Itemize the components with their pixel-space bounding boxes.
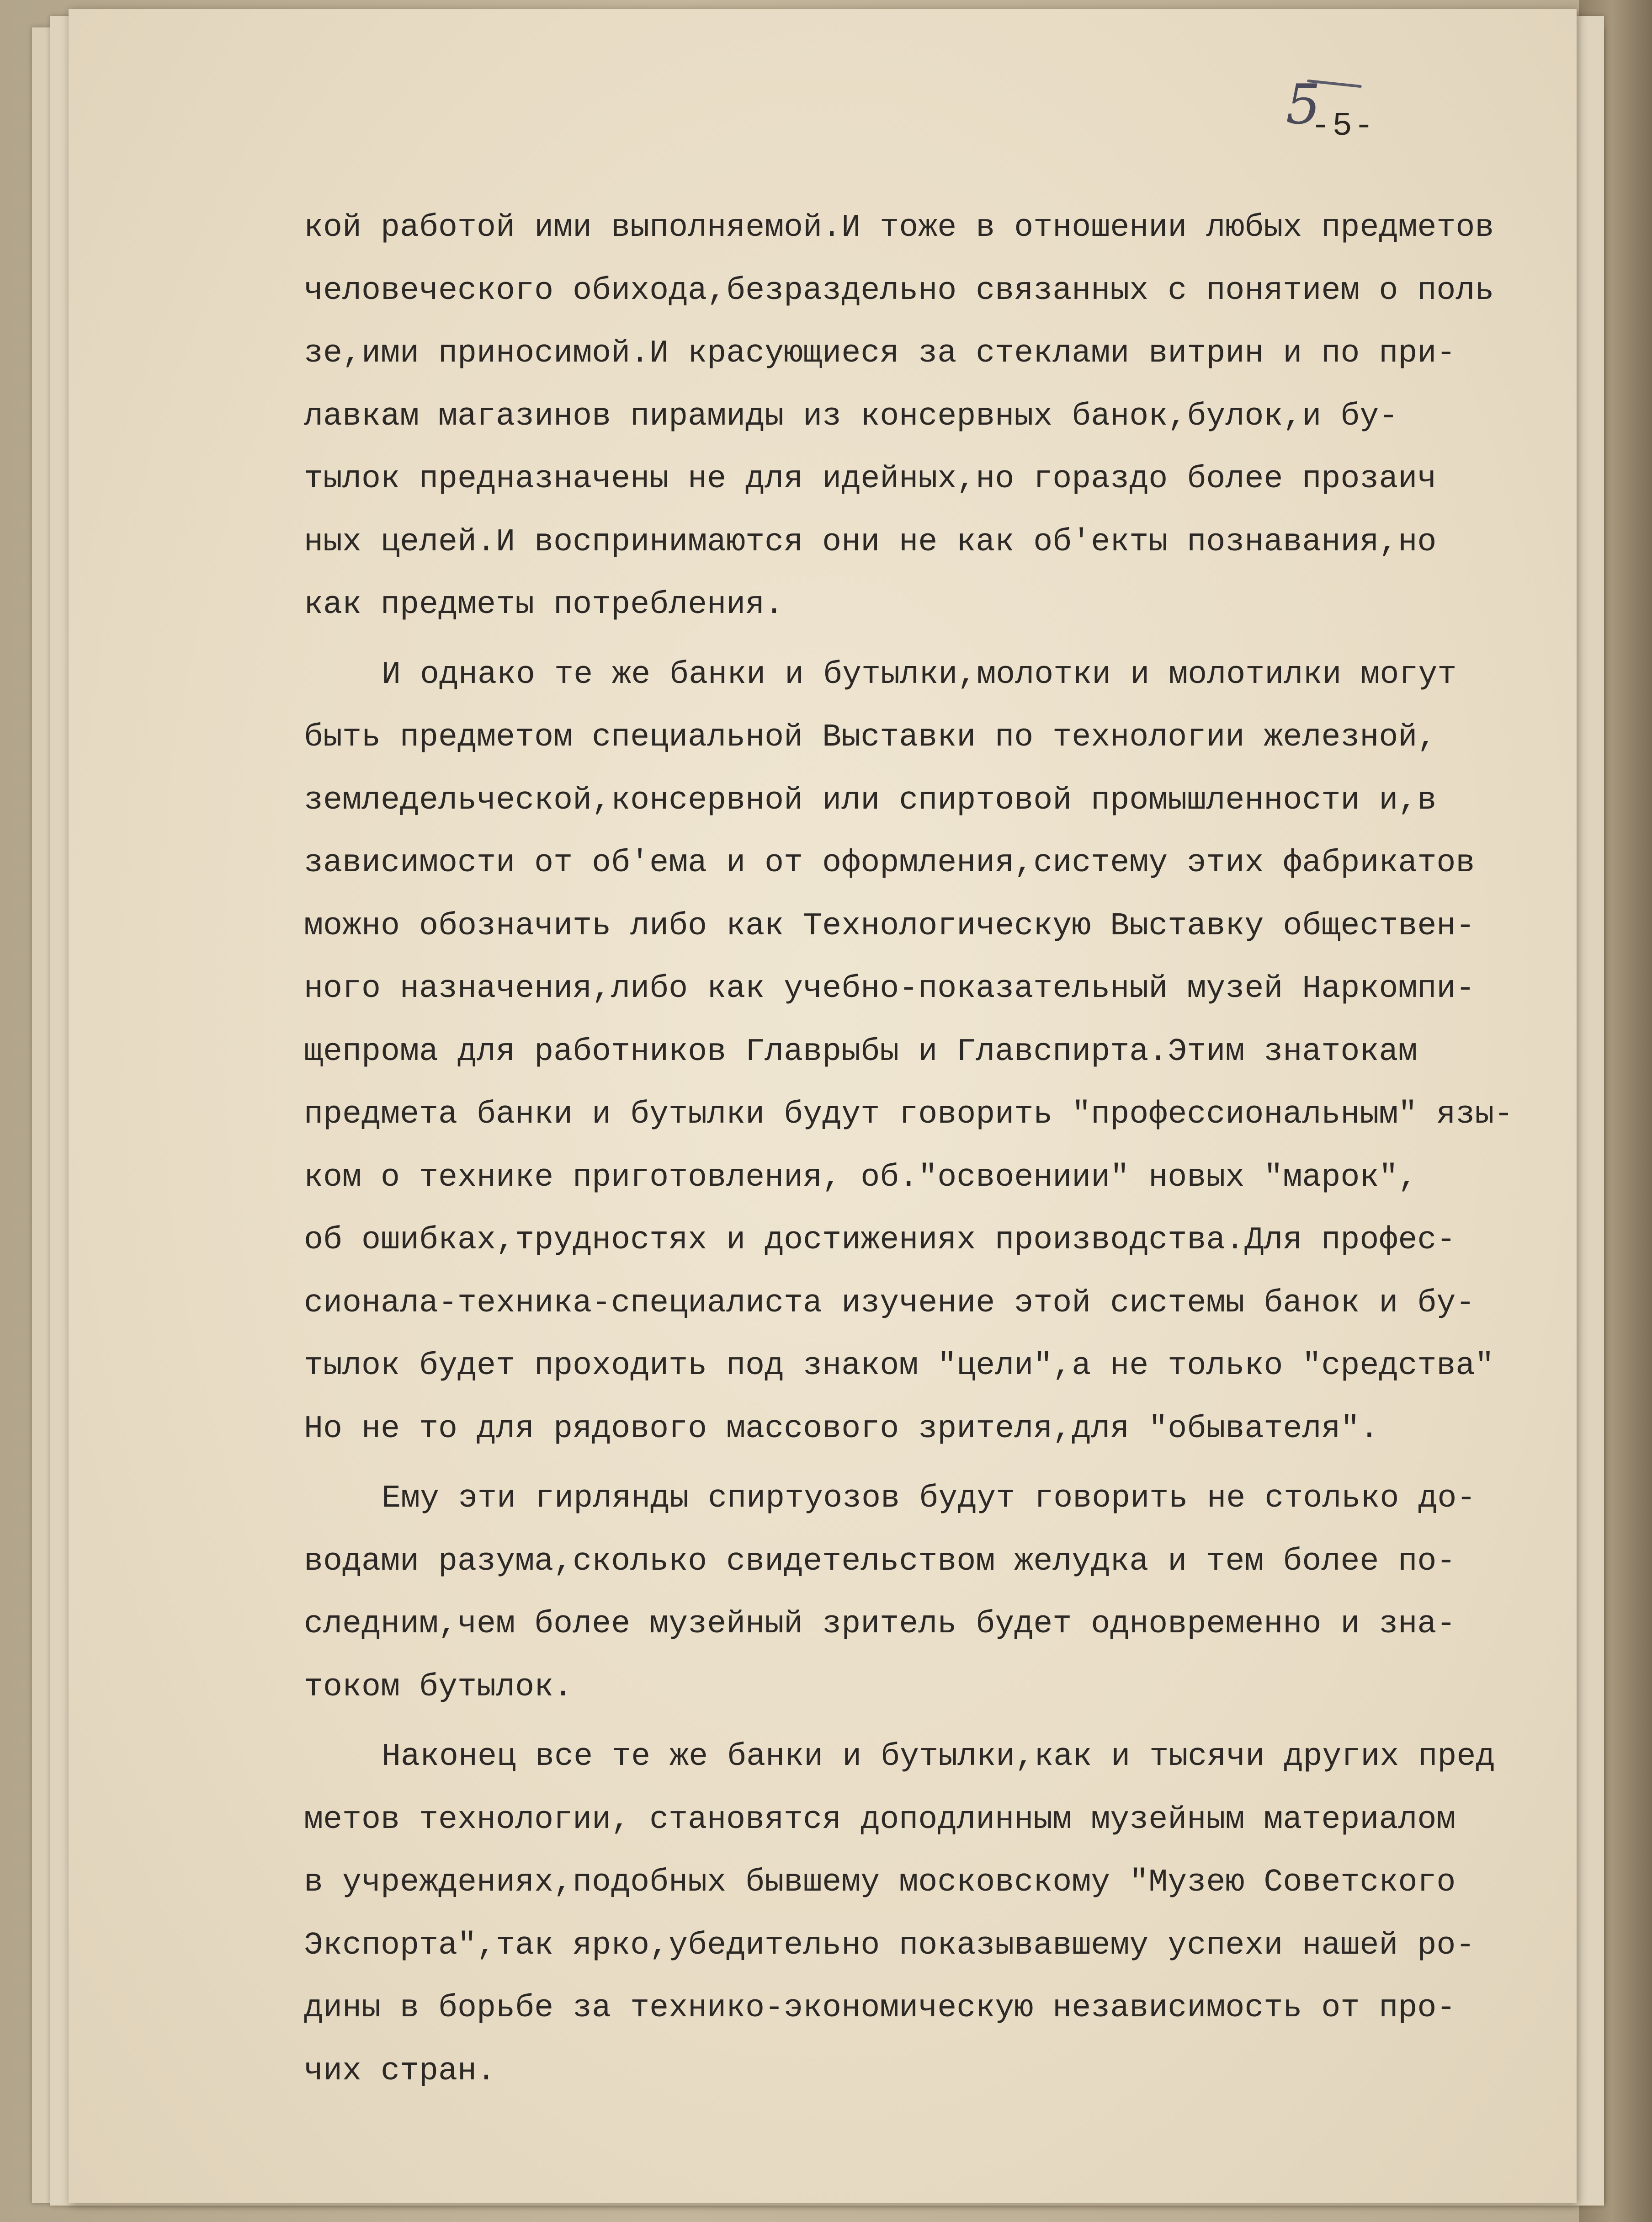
text-line: зависимости от об'ема и от оформления,систему этих фабрикатов [304,845,1475,881]
text-line: Экспорта",так ярко,убедительно показывавшему успехи нашей ро- [304,1927,1475,1964]
text-line: ных целей.И воспринимаются они не как об'екты познавания,но [304,524,1437,560]
text-line: током бутылок. [304,1669,573,1705]
text-line: как предметы потребления. [304,587,784,623]
text-line: можно обозначить либо как Технологическую Выставку обществен- [304,908,1475,944]
text-line: Ему эти гирлянды спиртуозов будут говорить не столько до- [382,1481,1476,1517]
text-line: Наконец все те же банки и бутылки,как и тысячи других пред [382,1739,1495,1775]
text-line: Но не то для рядового массового зрителя,для "обывателя". [304,1411,1379,1447]
text-line: ного назначения,либо как учебно-показательный музей Наркомпи- [304,971,1475,1007]
text-line: сионала-техника-специалиста изучение этой системы банок и бу- [304,1285,1475,1321]
text-line: зе,ими приносимой.И красующиеся за стеклами витрин и по при- [304,336,1456,372]
text-line: в учреждениях,подобных бывшему московскому "Музею Советского [304,1865,1456,1901]
text-line: быть предметом специальной Выставки по технологии железной, [304,719,1437,756]
text-line: земледельческой,консервной или спиртовой промышленности и,в [304,782,1437,819]
text-line: тылок предназначены не для идейных,но гораздо более прозаич [304,461,1437,497]
typewritten-text-block [304,197,1652,2103]
text-line: ком о технике приготовления, об."освоениии" новых "марок", [304,1159,1418,1196]
text-line: об ошибках,трудностях и достижениях производства.Для профес- [304,1222,1456,1258]
text-line: человеческого обихода,безраздельно связанных с понятием о поль [304,272,1494,309]
text-line: предмета банки и бутылки будут говорить "профессиональным" язы- [304,1097,1514,1133]
page-number: -5- [1311,107,1376,145]
text-line: водами разума,сколько свидетельством желудка и тем более по- [304,1543,1456,1580]
handwritten-folio-number: 5 [1285,73,1321,137]
text-line: кой работой ими выполняемой.И тоже в отношении любых предметов [304,210,1494,246]
text-line: чих стран. [304,2053,496,2089]
text-line: следним,чем более музейный зритель будет одновременно и зна- [304,1606,1456,1642]
text-line: И однако те же банки и бутылки,молотки и молотилки могут [382,656,1457,693]
text-line: лавкам магазинов пирамиды из консервных банок,булок,и бу- [304,398,1398,435]
text-line: метов технологии, становятся доподлинным музейным материалом [304,1801,1456,1838]
text-line: тылок будет проходить под знаком "цели",а не только "средства" [304,1348,1494,1384]
text-line: дины в борьбе за технико-экономическую независимость от про- [304,1990,1456,2026]
text-line: щепрома для работников Главрыбы и Главспирта.Этим знатокам [304,1034,1418,1070]
document-page [69,9,1577,2203]
